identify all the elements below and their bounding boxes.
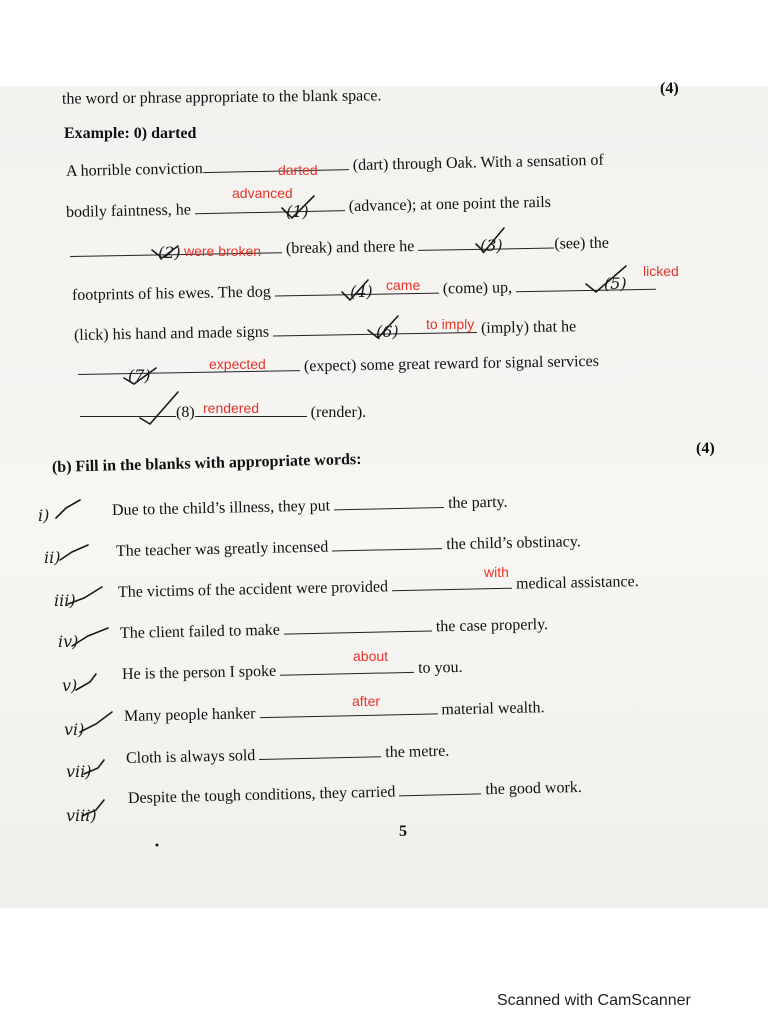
passage-text: (lick) his hand and made signs (73, 323, 270, 344)
item-number-4: (4) (350, 282, 373, 301)
passage-text: footprints of his ewes. The dog (71, 283, 271, 304)
item-b-text: The teacher was greatly incensed (115, 538, 329, 560)
passage-text: (break) and there he (285, 237, 415, 258)
passage-text: (expect) some great reward for signal services (303, 352, 600, 376)
item-b-blank-3 (392, 574, 512, 592)
item-b-text: Despite the tough conditions, they carried (127, 783, 396, 807)
passage-text: (dart) through Oak. With a sensation of (352, 151, 604, 174)
item-b-num-8: viii) (66, 806, 97, 825)
item-b-num-4: iv) (58, 632, 79, 651)
passage-text: (come) up, (442, 279, 513, 298)
scanner-watermark: Scanned with CamScanner (497, 992, 691, 1009)
instruction-text: the word or phrase appropriate to the blank space. (61, 87, 382, 108)
item-b-text: The victims of the accident were provided (117, 578, 389, 601)
passage-text: (advance); at one point the rails (348, 193, 552, 216)
passage-text: (render). (310, 404, 367, 421)
item-b-blank-1 (334, 493, 444, 510)
item-b-answer-5: about (353, 648, 389, 664)
item-b-blank-7 (259, 742, 381, 760)
item-b-num-2: ii) (44, 548, 61, 567)
item-number-8: (8) (176, 404, 195, 421)
item-b-blank-8 (399, 779, 481, 796)
item-number-1: (1) (286, 202, 309, 221)
answer-4: came (386, 277, 421, 293)
item-number-7: (7) (128, 366, 151, 385)
item-b-text: material wealth. (441, 699, 545, 719)
answer-1: advanced (232, 185, 293, 201)
item-b-text: Due to the child’s illness, they put (111, 497, 331, 519)
passage-text: (see) the (554, 234, 610, 253)
blank-7 (78, 356, 300, 375)
item-b-text: Cloth is always sold (125, 747, 256, 767)
answer-6: to imply (426, 316, 475, 332)
item-b-blank-6 (259, 699, 437, 718)
item-b-answer-3: with (484, 564, 509, 580)
item-number-6: (6) (376, 322, 399, 341)
page-number: 5 (399, 823, 407, 840)
item-b-text: The client failed to make (119, 621, 281, 642)
answer-2: were broken (184, 243, 262, 259)
item-b-text: medical assistance. (515, 573, 639, 593)
marks-section-b: (4) (696, 440, 715, 457)
blank-5 (516, 275, 656, 292)
passage-text: bodily faintness, he (65, 201, 192, 221)
marks-section-a: (4) (660, 80, 679, 97)
item-b-num-1: i) (38, 506, 50, 525)
blank-0 (203, 155, 349, 173)
item-b-text: the party. (447, 493, 508, 512)
item-b-text: the child’s obstinacy. (446, 533, 581, 554)
example-label: Example: 0) darted (64, 125, 197, 142)
section-b-heading: (b) Fill in the blanks with appropriate words: (51, 450, 362, 476)
answer-8: rendered (203, 400, 260, 416)
blank-8a (80, 402, 176, 417)
answer-5: licked (643, 263, 679, 279)
item-b-num-5: v) (62, 676, 78, 695)
item-b-blank-4 (284, 616, 432, 634)
item-number-3: (3) (480, 236, 503, 255)
item-b-text: to you. (417, 658, 463, 677)
item-b-text: Many people hanker (123, 705, 256, 725)
item-b-text: the good work. (485, 778, 582, 799)
item-b-text: the case properly. (435, 616, 549, 636)
item-b-num-6: vi) (64, 720, 85, 739)
item-b-blank-2 (332, 534, 442, 551)
answer-7: expected (209, 356, 266, 372)
item-b-num-3: iii) (54, 591, 76, 610)
answer-0: darted (278, 162, 318, 178)
item-b-answer-6: after (352, 693, 381, 709)
item-number-5: (5) (604, 274, 627, 293)
passage-text: (imply) that he (480, 318, 577, 337)
passage-text: A horrible conviction (65, 160, 204, 180)
item-b-text: He is the person I spoke (121, 662, 277, 683)
item-number-2: (2) (158, 243, 181, 262)
item-b-blank-5 (280, 658, 414, 676)
item-b-num-7: vii) (66, 762, 92, 781)
blank-1 (195, 196, 345, 214)
item-b-text: the metre. (385, 742, 450, 762)
